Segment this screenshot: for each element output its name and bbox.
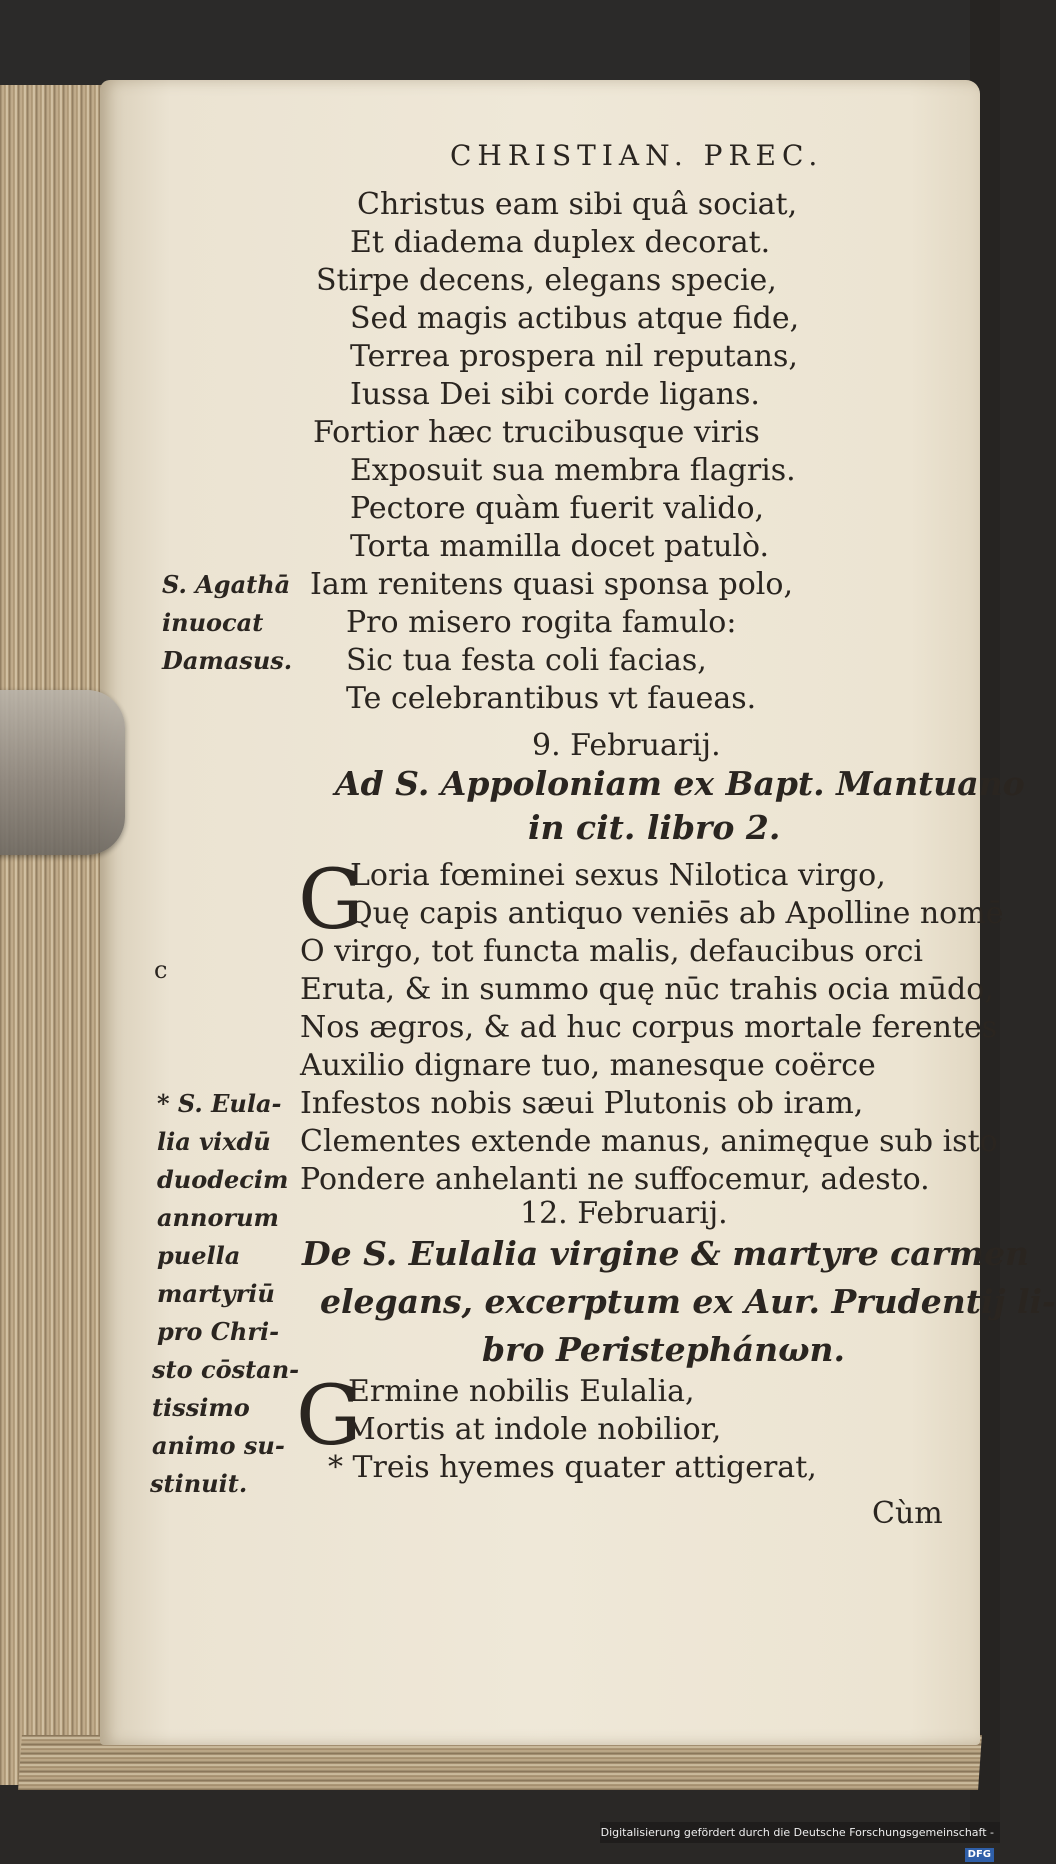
verse-line: Terrea prospera nil reputans,: [350, 339, 798, 374]
verse-line: Fortior hæc trucibusque viris: [313, 415, 760, 450]
date-line: 12. Februarij.: [520, 1196, 728, 1231]
margin-note: inuocat: [162, 608, 264, 637]
verse-line: Pondere anhelanti ne suffocemur, adesto.: [300, 1162, 930, 1197]
verse-line: Et diadema duplex decorat.: [350, 225, 771, 260]
section-heading: elegans, excerptum ex Aur. Prudentij li-: [320, 1282, 1056, 1321]
date-line: 9. Februarij.: [532, 728, 721, 763]
catchword: Cùm: [872, 1496, 943, 1531]
margin-note: stinuit.: [150, 1469, 248, 1498]
margin-note: puella: [157, 1241, 241, 1270]
margin-note: tissimo: [152, 1393, 250, 1422]
drop-cap: G: [296, 1369, 362, 1464]
page-edges-left: [0, 85, 112, 1785]
verse-line: Exposuit sua membra flagris.: [350, 453, 796, 488]
drop-cap: G: [298, 853, 364, 948]
section-heading: in cit. libro 2.: [528, 808, 781, 847]
digitization-footer: [600, 1822, 1000, 1860]
margin-note: Damasus.: [162, 646, 293, 675]
verse-line: Nos ægros, & ad huc corpus mortale ferentes: [300, 1010, 998, 1045]
verse-line: Pro misero rogita famulo:: [346, 605, 737, 640]
margin-note: S. Agathā: [162, 570, 291, 599]
verse-line: Iam renitens quasi sponsa polo,: [310, 567, 793, 602]
verse-line: Te celebrantibus vt faueas.: [346, 681, 757, 716]
verse-line: O virgo, tot functa malis, defaucibus orci: [300, 934, 923, 969]
margin-note: lia vixdū: [157, 1127, 271, 1156]
margin-note: pro Chri-: [157, 1317, 280, 1346]
footer-text: Digitalisierung gefördert durch die Deutsche Forschungsgemeinschaft -: [600, 1826, 994, 1839]
verse-line: Sed magis actibus atque fide,: [350, 301, 800, 336]
verse-line: Torta mamilla docet patulò.: [350, 529, 770, 564]
margin-letter: c: [154, 956, 168, 984]
margin-note: martyriū: [157, 1279, 275, 1308]
verse-line: Pectore quàm fuerit valido,: [350, 491, 765, 526]
verse-line: * Treis hyemes quater attigerat,: [328, 1450, 817, 1485]
section-heading: bro Peristephánωn.: [482, 1330, 845, 1369]
verse-line: Stirpe decens, elegans specie,: [316, 263, 777, 298]
verse-line: Eruta, & in summo quę nūc trahis ocia mūdo,: [300, 972, 994, 1007]
margin-note: * S. Eula-: [157, 1089, 282, 1118]
section-heading: Ad S. Appoloniam ex Bapt. Mantuano: [335, 764, 1025, 803]
verse-line: Infestos nobis sæui Plutonis ob iram,: [300, 1086, 864, 1121]
dfg-logo: DFG: [965, 1848, 994, 1862]
margin-note: animo su-: [152, 1431, 285, 1460]
margin-note: duodecim: [157, 1165, 289, 1194]
verse-line: Christus eam sibi quâ sociat,: [357, 187, 798, 222]
verse-line: Mortis at indole nobilior,: [345, 1412, 722, 1447]
verse-line: Iussa Dei sibi corde ligans.: [350, 377, 760, 412]
verse-line: Auxilio dignare tuo, manesque coërce: [300, 1048, 876, 1083]
margin-note: annorum: [157, 1203, 279, 1232]
verse-line: Loria fœminei sexus Nilotica virgo,: [350, 858, 886, 893]
verse-line: Clementes extende manus, animęque sub isto: [300, 1124, 998, 1159]
margin-note: sto cōstan-: [152, 1355, 300, 1384]
section-heading: De S. Eulalia virgine & martyre carmen: [302, 1234, 1029, 1273]
page-clip: [0, 690, 125, 855]
verse-line: Sic tua festa coli facias,: [346, 643, 707, 678]
running-header: CHRISTIAN. PREC.: [450, 139, 824, 172]
verse-line: Ermine nobilis Eulalia,: [348, 1374, 695, 1409]
verse-line: Quę capis antiquo veniēs ab Apolline nomē: [348, 896, 1004, 931]
